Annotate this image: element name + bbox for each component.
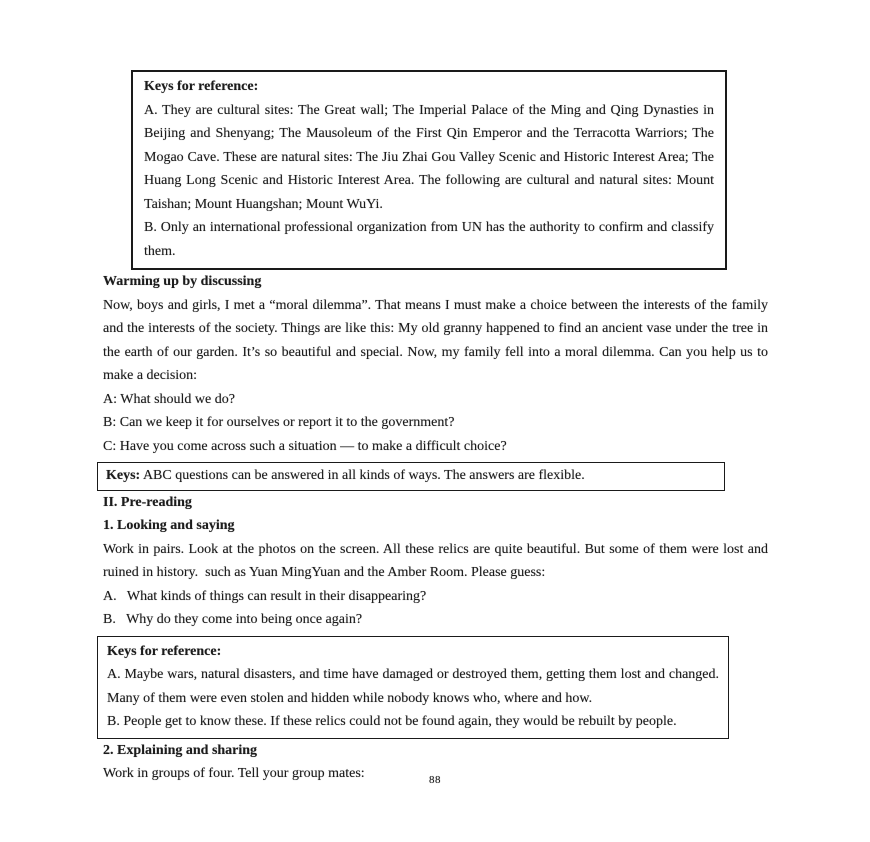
keys-box-1-item-a: A. They are cultural sites: The Great wall; The Imperial Palace of the Ming and Qing Dynasties in Beijing and Shenyang; The Mausoleum of the First Qin Emperor and the Terracotta Warriors; The Mogao Cave. These are natural sites: The Jiu Zhai Gou Valley Scenic and Historic Interest Area; The Huang Long Scenic and Historic Interest Area. The following are cultural and natural sites: Mount Taishan; Mount Huangshan; Mount WuYi. bbox=[144, 102, 714, 212]
page-number: 88 bbox=[429, 774, 441, 786]
keys-box-3-item-b: B. People get to know these. If these relics could not be found again, they would be rebuilt by people. bbox=[107, 714, 677, 729]
document-content bbox=[103, 0, 768, 786]
warming-up-question-b: B: Can we keep it for ourselves or report it to the government? bbox=[103, 415, 455, 430]
keys-box-3-item-a: A. Maybe wars, natural disasters, and time have damaged or destroyed them, getting them lost and changed. Many of them were even stolen and hidden while nobody knows who, where and how. bbox=[107, 667, 719, 706]
keys-box-2-label: Keys: bbox=[106, 468, 141, 483]
looking-and-saying-heading: 1. Looking and saying bbox=[103, 518, 235, 533]
keys-box-1-item-b: B. Only an international professional organization from UN has the authority to confirm and classify them. bbox=[144, 220, 714, 259]
warming-up-question-a: A: What should we do? bbox=[103, 391, 235, 407]
keys-box-3-title: Keys for reference: bbox=[107, 643, 222, 659]
looking-question-b: B. Why do they come into being once again? bbox=[103, 612, 363, 627]
keys-box-1-title: Keys for reference: bbox=[144, 79, 259, 94]
keys-box-2-text: ABC questions can be answered in all kinds of ways. The answers are flexible. bbox=[140, 468, 585, 483]
looking-question-a: A. What kinds of things can result in their disappearing? bbox=[103, 588, 427, 604]
keys-for-reference-box-3 bbox=[97, 636, 729, 739]
pre-reading-heading: II. Pre-reading bbox=[103, 494, 192, 510]
keys-box-2 bbox=[97, 462, 725, 491]
keys-for-reference-box-1 bbox=[131, 70, 727, 270]
warming-up-heading: Warming up by discussing bbox=[103, 274, 262, 289]
explaining-and-sharing-heading: 2. Explaining and sharing bbox=[103, 742, 258, 758]
looking-and-saying-intro: Work in pairs. Look at the photos on the screen. All these relics are quite beautiful. But some of them were lost and ruined in history. such as Yuan MingYuan and the Amber Room. Please guess: bbox=[103, 541, 768, 580]
explaining-intro: Work in groups of four. Tell your group mates: bbox=[103, 766, 365, 781]
warming-up-intro: Now, boys and girls, I met a “moral dilemma”. That means I must make a choice between the interests of the family and the interests of the society. Things are like this: My old granny happened to find an ancient vase under the tree in the earth of our garden. It’s so beautiful and special. Now, my family fell into a moral dilemma. Can you help us to make a decision: bbox=[103, 297, 768, 383]
warming-up-question-c: C: Have you come across such a situation — to make a difficult choice? bbox=[103, 438, 507, 454]
